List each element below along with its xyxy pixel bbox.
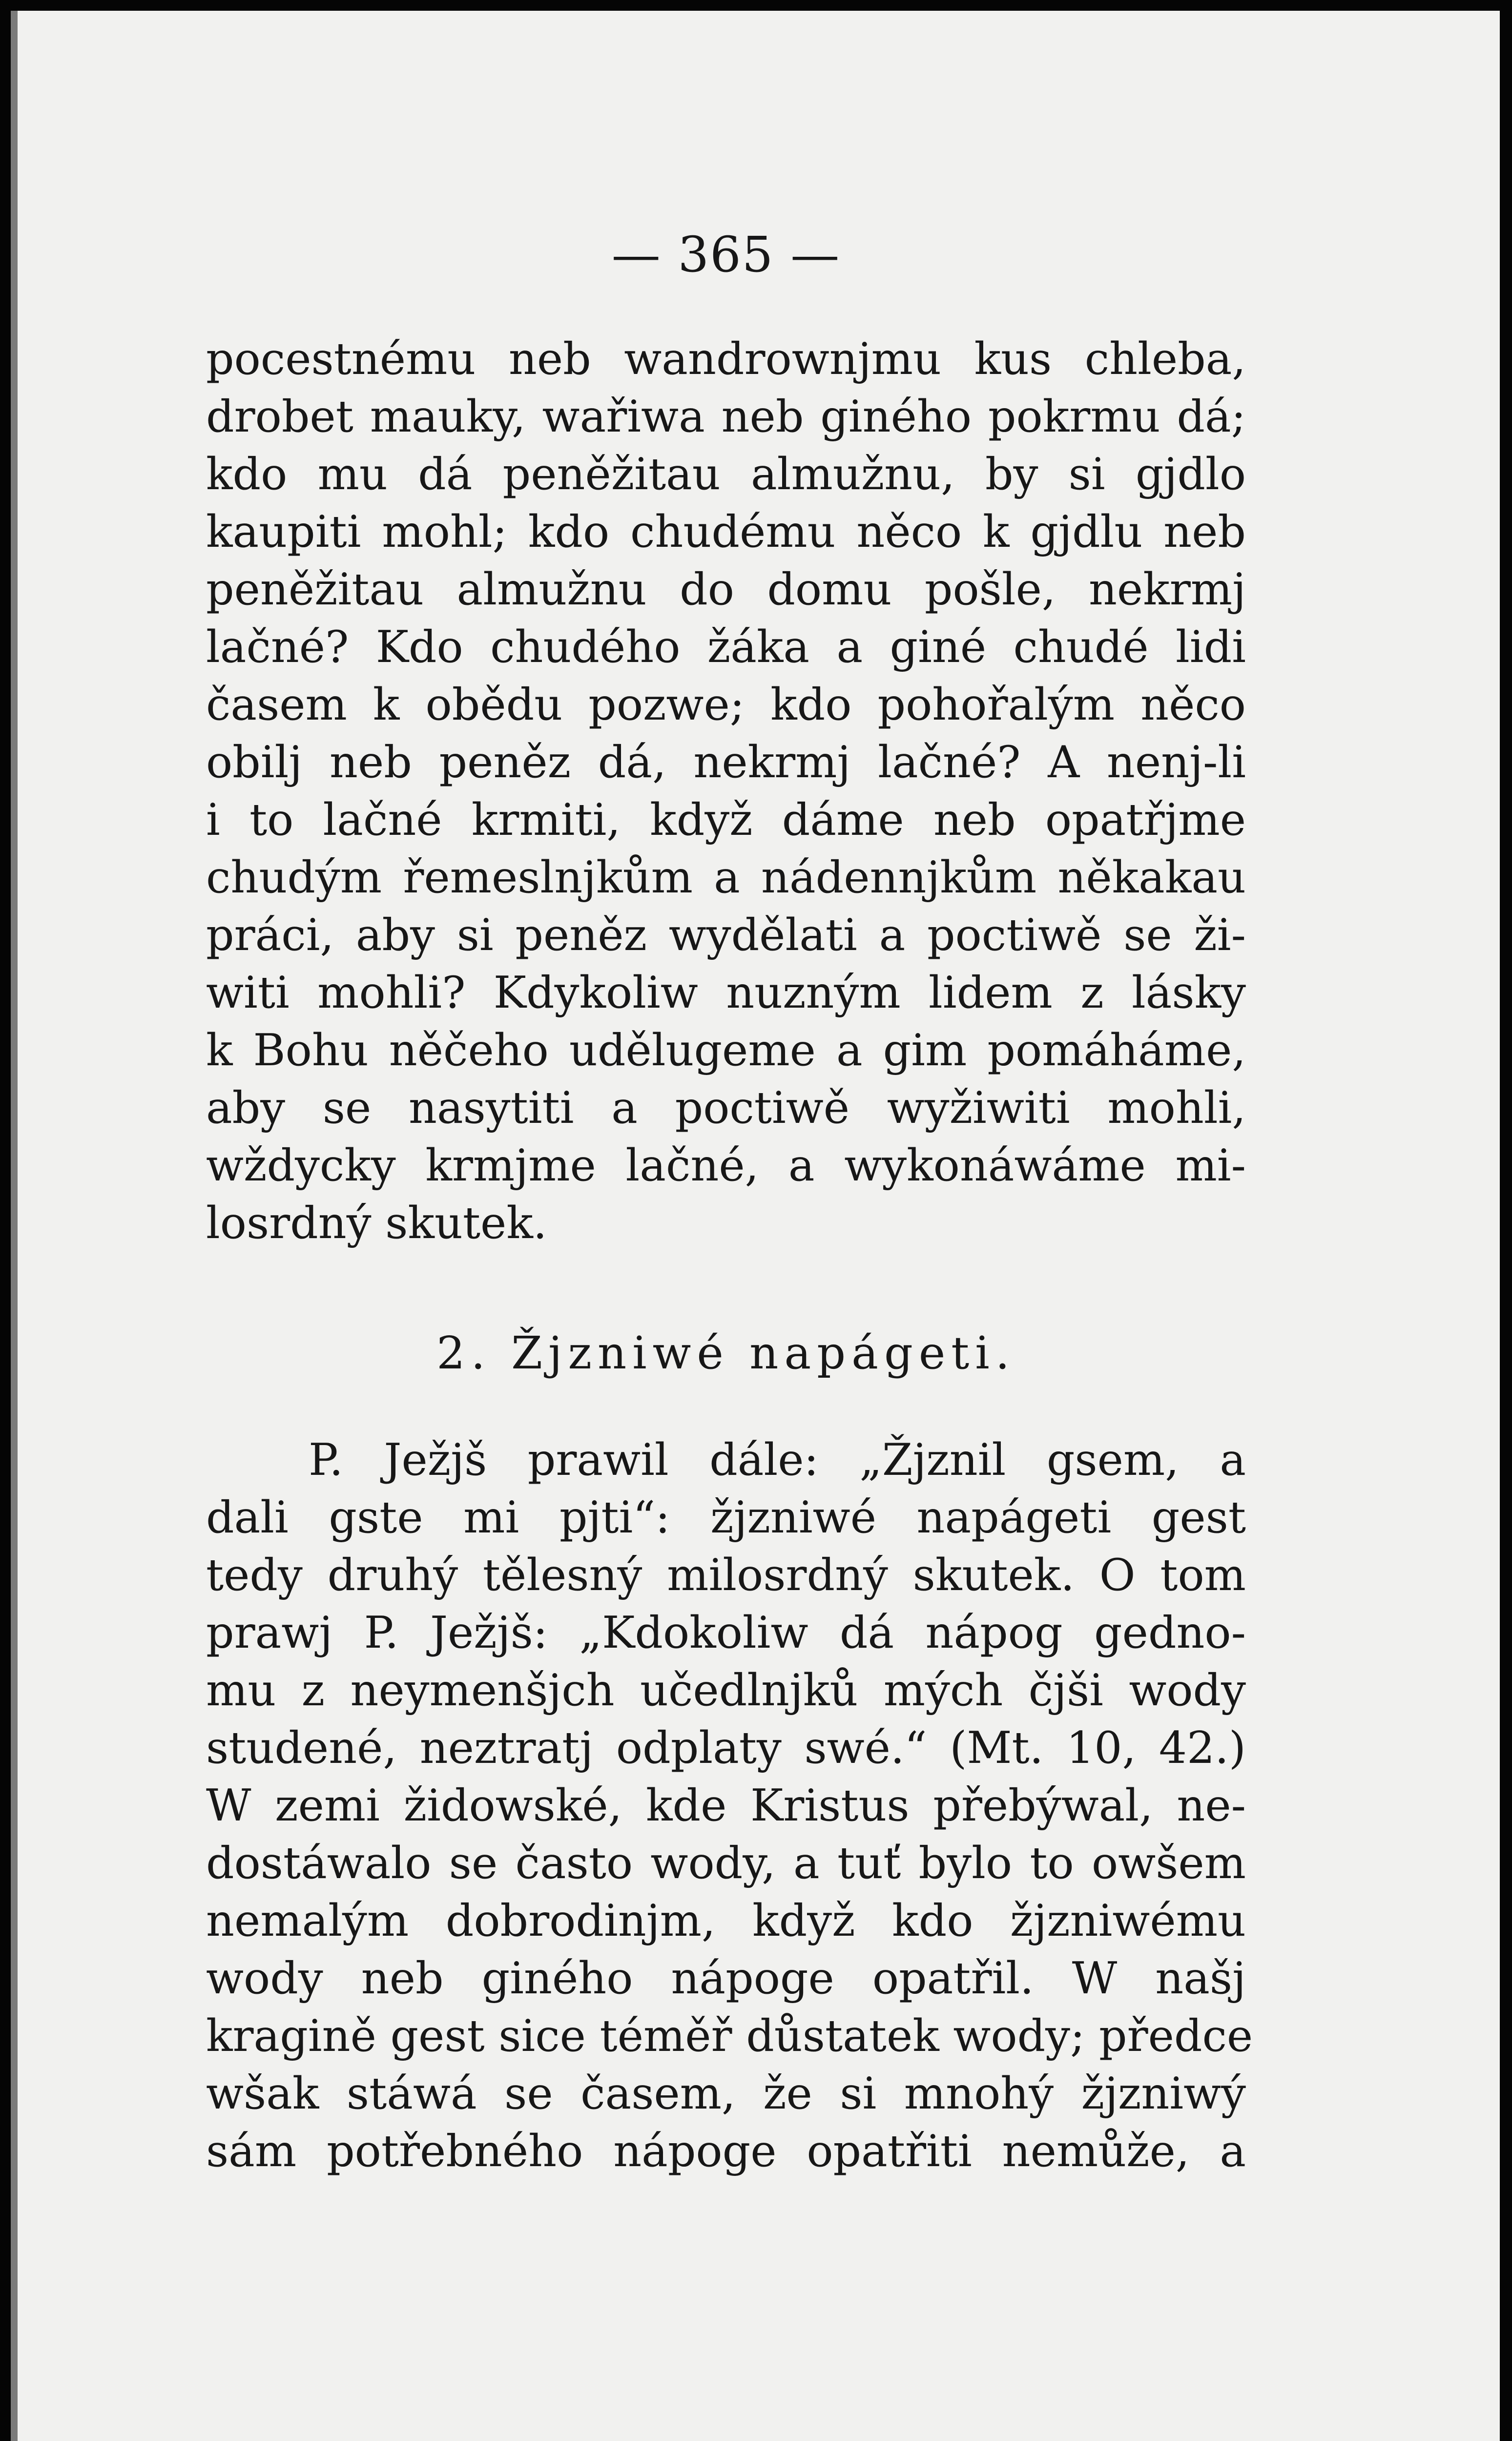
paragraph1-line-13: k Bohu něčeho udělugeme a gim pomáháme, — [206, 1025, 1246, 1076]
paragraph1-line-1: pocestnému neb wandrownjmu kus chleba, — [206, 333, 1246, 385]
page-binding-shadow — [11, 11, 18, 2441]
paragraph1-line-4: kaupiti mohl; kdo chudému něco k gjdlu neb — [206, 506, 1246, 558]
paragraph2-line-13: sám potřebného nápoge opatřiti nemůže, a — [206, 2126, 1246, 2177]
paragraph1-line-14: aby se nasytiti a poctiwě wyžiwiti mohli, — [206, 1082, 1246, 1134]
paragraph1-line-11: práci, aby si peněz wydělati a poctiwě se ži- — [206, 910, 1246, 961]
paragraph1-line-8: obilj neb peněz dá, nekrmj lačné? A nenj-li — [206, 737, 1246, 788]
paragraph2-line-9: nemalým dobrodinjm, když kdo žjzniwému — [206, 1895, 1246, 1946]
paragraph2-line-11: kragině gest sice téměř důstatek wody; předce — [206, 2010, 1253, 2062]
paragraph1-line-7: časem k obědu pozwe; kdo pohořalým něco — [206, 679, 1246, 730]
paragraph2-line-4: prawj P. Ježjš: „Kdokoliw dá nápog gedno- — [206, 1607, 1246, 1658]
paragraph1-line-10: chudým řemeslnjkům a nádennjkům někakau — [206, 852, 1246, 903]
page-number: — 365 — — [611, 226, 841, 283]
paragraph2-line-2: dali gste mi pjti“: žjzniwé napágeti gest — [206, 1492, 1246, 1543]
paragraph2-line-5: mu z neymenšjch učedlnjků mých čjši wody — [206, 1665, 1246, 1716]
paragraph1-line-6: lačné? Kdo chudého žáka a giné chudé lidi — [206, 621, 1246, 673]
paragraph2-line-6: studené, neztratj odplaty swé.“ (Mt. 10, 42.) — [206, 1722, 1246, 1774]
paragraph1-line-15: wždycky krmjme lačné, a wykonáwáme mi- — [206, 1140, 1246, 1191]
paragraph2-line-3: tedy druhý tělesný milosrdný skutek. O tom — [206, 1550, 1246, 1601]
paragraph2-line-1: P. Ježjš prawil dále: „Žjznil gsem, a — [309, 1434, 1246, 1486]
paragraph1-line-9: i to lačné krmiti, když dáme neb opatřjme — [206, 794, 1246, 846]
paragraph2-line-10: wody neb giného nápoge opatřil. W našj — [206, 1953, 1246, 2004]
paragraph1-line-12: witi mohli? Kdykoliw nuzným lidem z lásky — [206, 967, 1246, 1018]
paragraph1-line-16: losrdný skutek. — [206, 1198, 547, 1249]
paragraph2-line-12: wšak stáwá se časem, že si mnohý žjzniwý — [206, 2068, 1246, 2119]
paragraph2-line-7: W zemi židowské, kde Kristus přebýwal, ne- — [206, 1780, 1246, 1831]
paragraph1-line-5: peněžitau almužnu do domu pošle, nekrmj — [206, 564, 1246, 615]
paragraph2-line-8: dostáwalo se často wody, a tuť bylo to owšem — [206, 1838, 1246, 1889]
section-heading: 2. Žjzniwé napágeti. — [436, 1327, 1015, 1379]
paragraph1-line-2: drobet mauky, wařiwa neb giného pokrmu dá; — [206, 391, 1246, 442]
book-page — [11, 11, 1500, 2441]
paragraph1-line-3: kdo mu dá peněžitau almužnu, by si gjdlo — [206, 449, 1246, 500]
